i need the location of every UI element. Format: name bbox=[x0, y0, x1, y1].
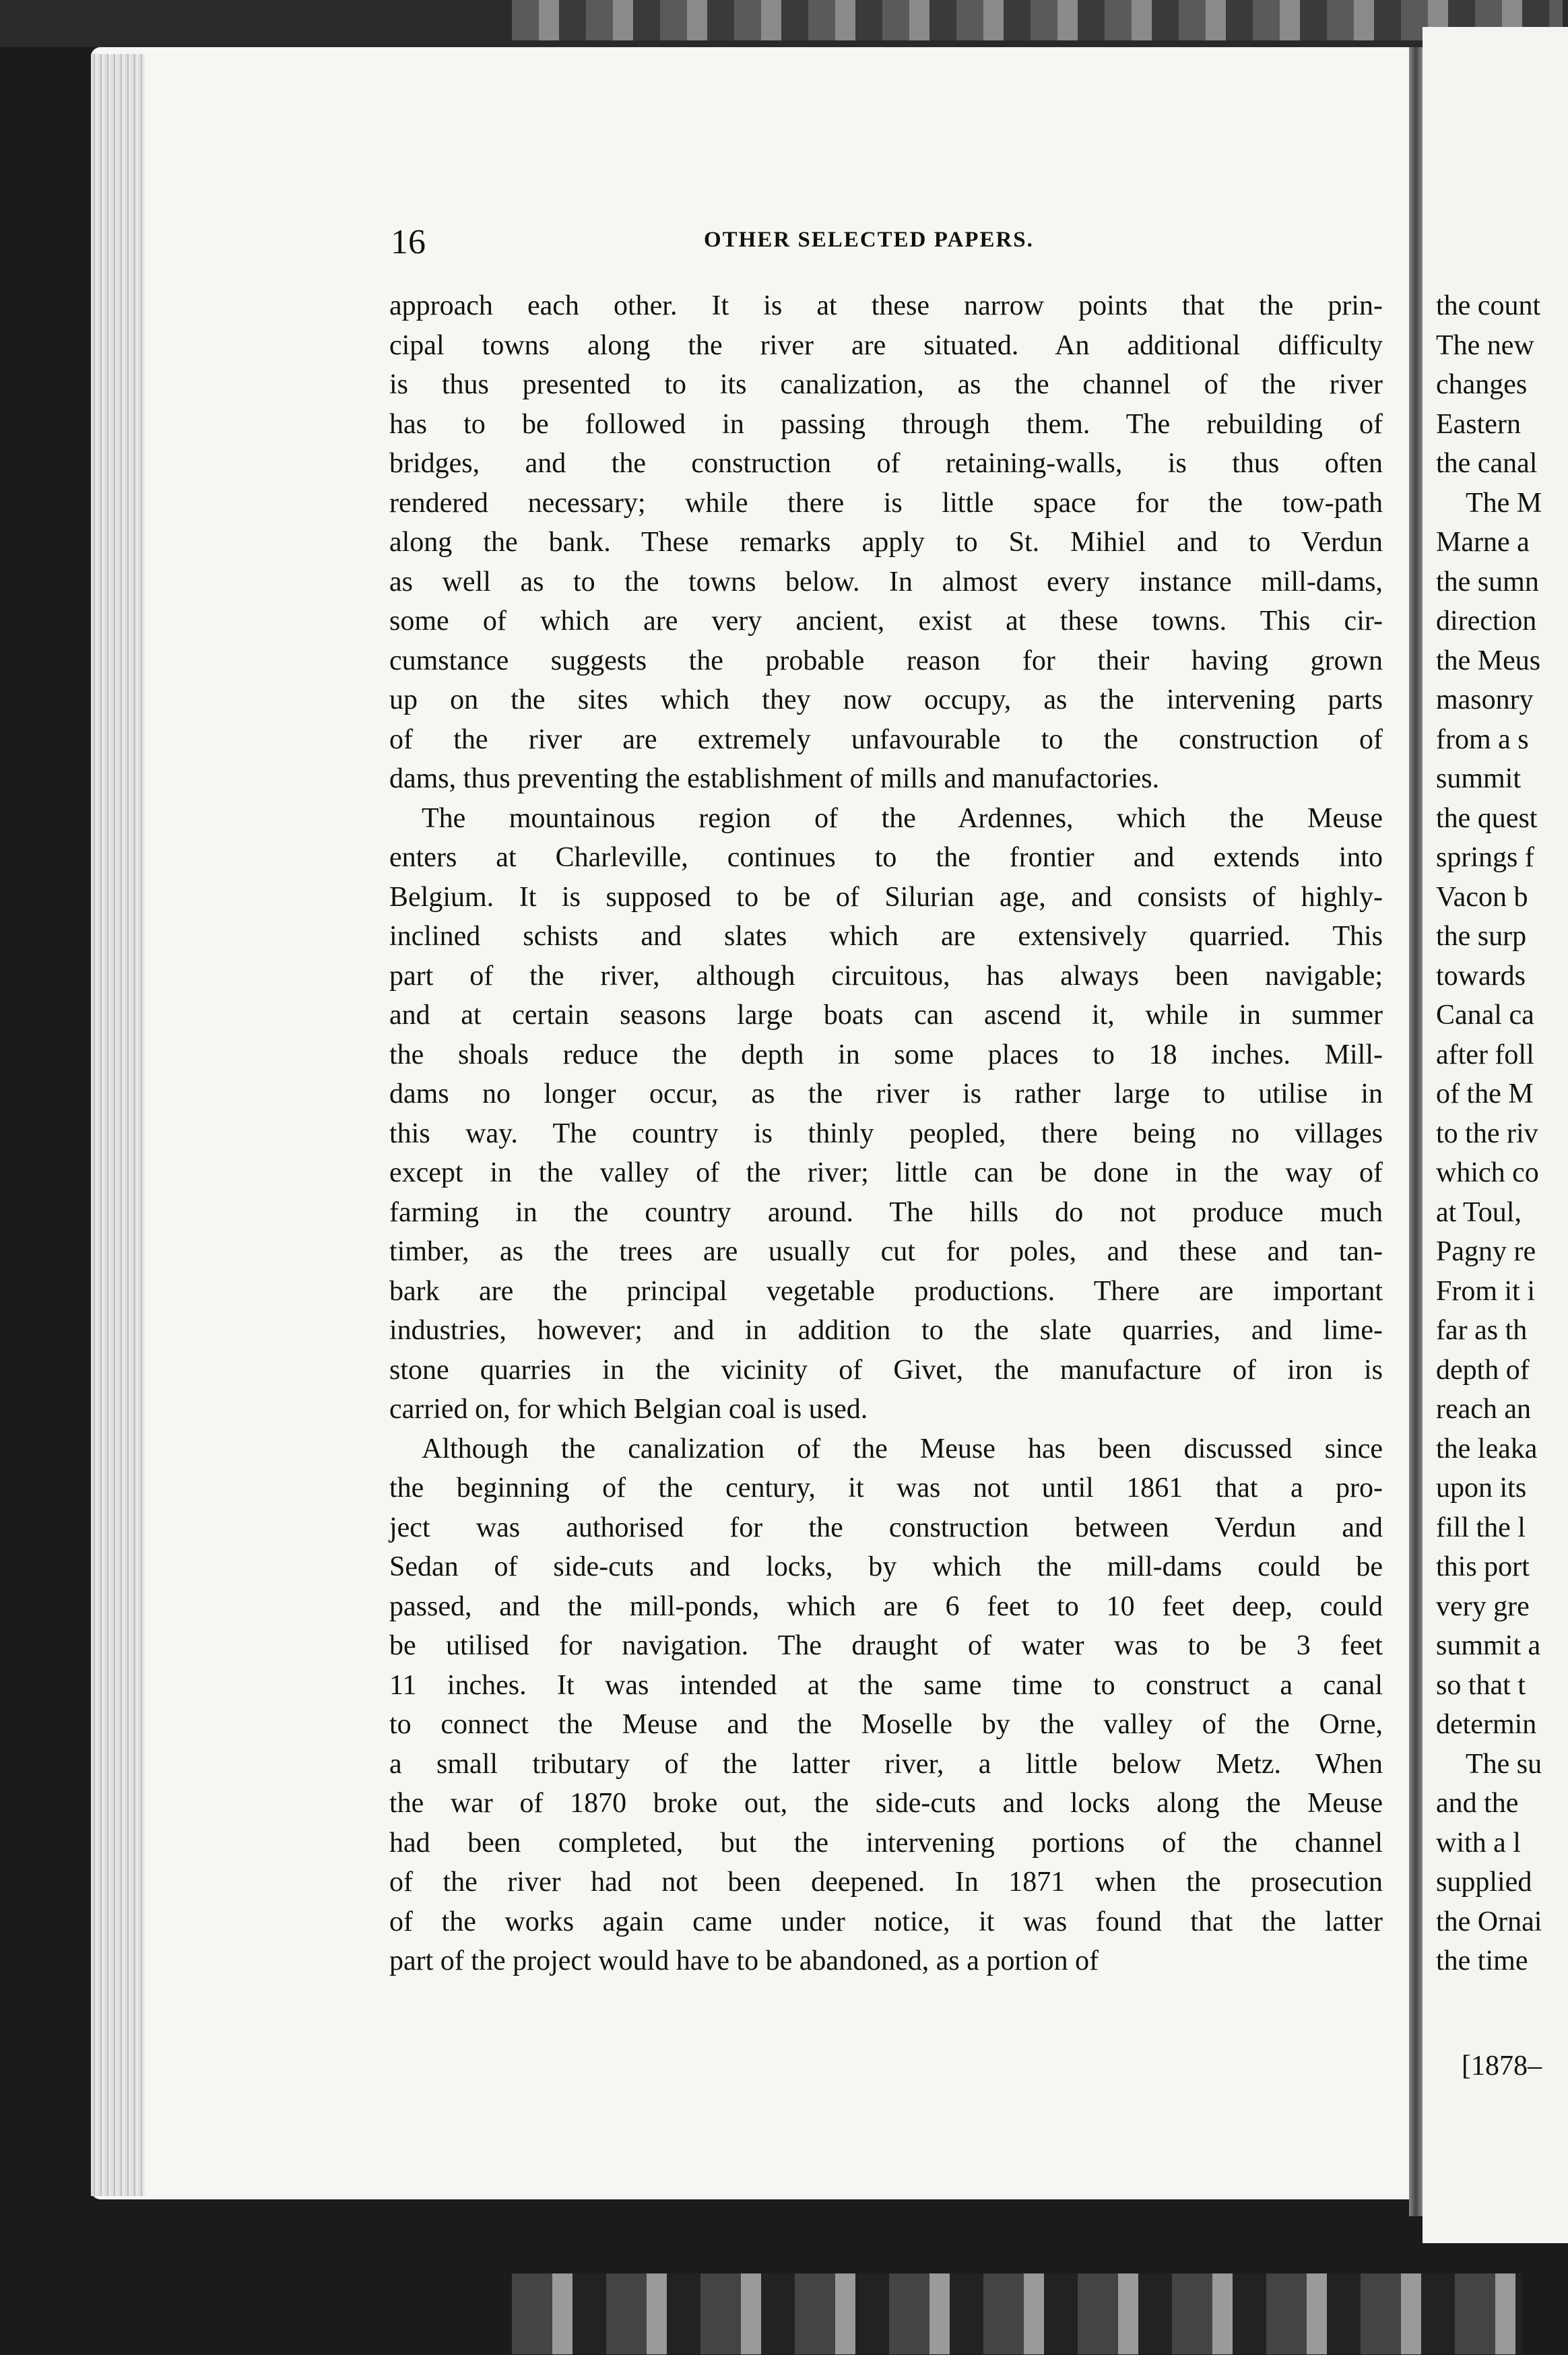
text-line: along the bank. These remarks apply to St. Mihiel and to Verdun bbox=[389, 527, 1383, 558]
right-text-line: the surp bbox=[1436, 921, 1527, 952]
text-line: has to be followed in passing through them. The rebuilding of bbox=[389, 408, 1383, 440]
book-gutter bbox=[1409, 47, 1423, 2216]
right-text-line: and the bbox=[1436, 1788, 1519, 1819]
right-text-line: upon its bbox=[1436, 1473, 1527, 1504]
right-text-line: masonry bbox=[1436, 684, 1534, 715]
text-line: and at certain seasons large boats can ascend it, while in summer bbox=[389, 1000, 1383, 1031]
right-text-line: Eastern bbox=[1436, 408, 1521, 440]
right-text-line: which co bbox=[1436, 1157, 1539, 1188]
scan-top-background bbox=[512, 0, 1563, 40]
scan-bottom-background bbox=[512, 2273, 1522, 2354]
text-line: part of the project would have to be abandoned, as a portion of bbox=[389, 1945, 1099, 1976]
text-line: some of which are very ancient, exist at these towns. This cir- bbox=[389, 606, 1383, 637]
text-line: to connect the Meuse and the Moselle by the valley of the Orne, bbox=[389, 1709, 1383, 1740]
right-text-line: depth of bbox=[1436, 1354, 1530, 1386]
text-line: bark are the principal vegetable productions. There are important bbox=[389, 1275, 1383, 1307]
right-text-line: Canal ca bbox=[1436, 1000, 1534, 1031]
right-text-line: The su bbox=[1466, 1748, 1542, 1780]
right-page-text bbox=[1436, 286, 1568, 1981]
body-text bbox=[389, 286, 1383, 1981]
text-line: be utilised for navigation. The draught of water was to be 3 feet bbox=[389, 1630, 1383, 1661]
right-text-line: far as th bbox=[1436, 1315, 1528, 1346]
text-line: part of the river, although circuitous, has always been navigable; bbox=[389, 960, 1383, 992]
right-text-line: The new bbox=[1436, 329, 1534, 361]
text-line: industries, however; and in addition to the slate quarries, and lime- bbox=[389, 1315, 1383, 1346]
text-line: rendered necessary; while there is little space for the tow-path bbox=[389, 487, 1383, 519]
right-text-line: the canal bbox=[1436, 448, 1538, 479]
right-text-line: summit a bbox=[1436, 1630, 1541, 1661]
text-line: The mountainous region of the Ardennes, which the Meuse bbox=[422, 802, 1383, 834]
right-text-line: Vacon b bbox=[1436, 881, 1528, 913]
text-line: Although the canalization of the Meuse has been discussed since bbox=[422, 1433, 1383, 1464]
right-text-line: springs f bbox=[1436, 842, 1534, 873]
right-text-line: Marne a bbox=[1436, 527, 1530, 558]
right-text-line: very gre bbox=[1436, 1590, 1530, 1622]
text-line: ject was authorised for the construction between Verdun and bbox=[389, 1512, 1383, 1543]
text-line: had been completed, but the intervening portions of the channel bbox=[389, 1827, 1383, 1859]
text-line: of the river had not been deepened. In 1871 when the prosecution bbox=[389, 1867, 1383, 1898]
text-line: as well as to the towns below. In almost every instance mill-dams, bbox=[389, 566, 1383, 598]
page-number: 16 bbox=[391, 223, 426, 261]
text-line: up on the sites which they now occupy, as the intervening parts bbox=[389, 684, 1383, 715]
right-text-line: the Ornai bbox=[1436, 1906, 1542, 1937]
right-text-line: summit bbox=[1436, 763, 1522, 794]
right-text-line: changes bbox=[1436, 369, 1528, 400]
text-line: enters at Charleville, continues to the frontier and extends into bbox=[389, 842, 1383, 873]
book-page-edges bbox=[91, 54, 145, 2196]
right-text-line: the sumn bbox=[1436, 566, 1539, 598]
right-text-line: to the riv bbox=[1436, 1118, 1538, 1149]
right-text-line: so that t bbox=[1436, 1669, 1526, 1701]
right-text-line: at Toul, bbox=[1436, 1196, 1522, 1228]
text-line: a small tributary of the latter river, a little below Metz. When bbox=[389, 1748, 1383, 1780]
right-text-line: Pagny re bbox=[1436, 1236, 1536, 1267]
text-line: the beginning of the century, it was not until 1861 that a pro- bbox=[389, 1473, 1383, 1504]
right-text-line: determin bbox=[1436, 1709, 1537, 1740]
right-text-line: from a s bbox=[1436, 723, 1529, 755]
text-line: farming in the country around. The hills do not produce much bbox=[389, 1196, 1383, 1228]
right-text-line: the quest bbox=[1436, 802, 1538, 834]
right-text-line: after foll bbox=[1436, 1039, 1534, 1070]
text-line: carried on, for which Belgian coal is used. bbox=[389, 1394, 868, 1425]
text-line: of the works again came under notice, it was found that the latter bbox=[389, 1906, 1383, 1937]
text-line: inclined schists and slates which are extensively quarried. This bbox=[389, 921, 1383, 952]
right-text-line: the count bbox=[1436, 290, 1541, 321]
right-text-line: From it i bbox=[1436, 1275, 1536, 1307]
right-text-line: reach an bbox=[1436, 1394, 1532, 1425]
right-text-line: the Meus bbox=[1436, 645, 1541, 676]
text-line: stone quarries in the vicinity of Givet, the manufacture of iron is bbox=[389, 1354, 1383, 1386]
running-head: OTHER SELECTED PAPERS. bbox=[704, 228, 1034, 252]
page-header bbox=[391, 222, 1367, 263]
text-line: the war of 1870 broke out, the side-cuts and locks along the Meuse bbox=[389, 1788, 1383, 1819]
text-line: timber, as the trees are usually cut for poles, and these and tan- bbox=[389, 1236, 1383, 1267]
text-line: approach each other. It is at these narrow points that the prin- bbox=[389, 290, 1383, 321]
text-line: of the river are extremely unfavourable to the construction of bbox=[389, 723, 1383, 755]
right-text-line: The M bbox=[1466, 487, 1542, 519]
right-text-line: towards bbox=[1436, 960, 1526, 992]
text-line: Sedan of side-cuts and locks, by which the mill-dams could be bbox=[389, 1551, 1383, 1582]
right-text-line: the time bbox=[1436, 1945, 1528, 1976]
text-line: is thus presented to its canalization, as the channel of the river bbox=[389, 369, 1383, 400]
text-line: passed, and the mill-ponds, which are 6 feet to 10 feet deep, could bbox=[389, 1590, 1383, 1622]
text-line: the shoals reduce the depth in some places to 18 inches. Mill- bbox=[389, 1039, 1383, 1070]
text-line: cipal towns along the river are situated. An additional difficulty bbox=[389, 329, 1383, 361]
text-line: this way. The country is thinly peopled, there being no villages bbox=[389, 1118, 1383, 1149]
right-text-line: fill the l bbox=[1436, 1512, 1526, 1543]
text-line: dams, thus preventing the establishment of mills and manufactories. bbox=[389, 763, 1160, 794]
text-line: bridges, and the construction of retaining-walls, is thus often bbox=[389, 448, 1383, 479]
right-text-line: with a l bbox=[1436, 1827, 1521, 1859]
text-line: dams no longer occur, as the river is rather large to utilise in bbox=[389, 1078, 1383, 1109]
text-line: 11 inches. It was intended at the same time to construct a canal bbox=[389, 1669, 1383, 1701]
text-line: Belgium. It is supposed to be of Silurian age, and consists of highly- bbox=[389, 881, 1383, 913]
right-page-footer: [1878– bbox=[1462, 2051, 1542, 2082]
right-text-line: direction bbox=[1436, 606, 1537, 637]
right-text-line: the leaka bbox=[1436, 1433, 1538, 1464]
right-text-line: of the M bbox=[1436, 1078, 1534, 1109]
text-line: except in the valley of the river; little can be done in the way of bbox=[389, 1157, 1383, 1188]
text-line: cumstance suggests the probable reason for their having grown bbox=[389, 645, 1383, 676]
right-text-line: this port bbox=[1436, 1551, 1530, 1582]
right-text-line: supplied bbox=[1436, 1867, 1532, 1898]
